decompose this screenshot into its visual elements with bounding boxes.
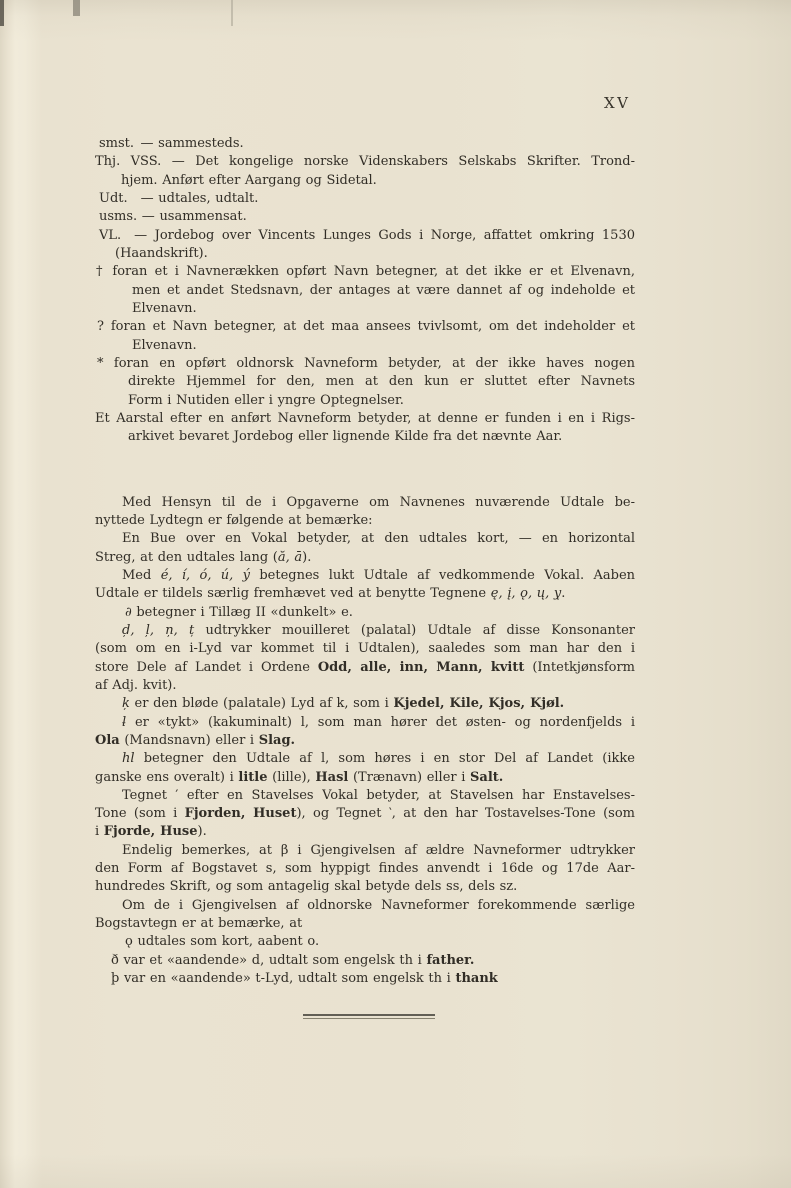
- text-line: [95, 567, 635, 585]
- text-line: [95, 227, 635, 245]
- text-segment: Streg, at den udtales lang (: [95, 549, 278, 565]
- text-segment: betegnes lukt Udtale af vedkommende Vokal. Aaben: [250, 567, 636, 583]
- text-segment: Hasl: [315, 769, 349, 785]
- text-line: [95, 172, 635, 190]
- text-segment: litle: [238, 769, 268, 785]
- text-line: [95, 897, 635, 915]
- text-segment: ).: [197, 824, 207, 840]
- page-number: XV: [604, 94, 631, 112]
- text-line: [95, 428, 635, 446]
- text-segment: af Adj. kvit).: [95, 677, 177, 693]
- text-segment: Form i Nutiden eller i yngre Optegnelser.: [128, 392, 404, 408]
- text-segment: nyttede Lydtegn er følgende at bemærke:: [95, 512, 373, 528]
- text-line: [95, 604, 635, 622]
- text-segment: Med Hensyn til de i Opgaverne om Navnenes nuværende Udtale be-: [122, 494, 635, 510]
- text-segment: udtrykker mouilleret (palatal) Udtale af disse Konsonanter: [194, 622, 635, 638]
- text-line: [95, 805, 635, 823]
- scan-edge-mark: [231, 0, 233, 26]
- text-segment: k̦: [122, 696, 130, 712]
- text-line: [95, 135, 635, 153]
- text-segment: ∂ betegner i Tillæg II «dunkelt» e.: [125, 604, 353, 620]
- text-segment: hjem. Anført efter Aargang og Sidetal.: [121, 172, 377, 188]
- text-segment: Bogstavtegn er at bemærke, at: [95, 916, 303, 932]
- text-line: [95, 970, 635, 988]
- text-line: [95, 318, 635, 336]
- text-line: [95, 695, 635, 713]
- text-segment: i: [95, 824, 104, 840]
- text-line: [95, 787, 635, 805]
- text-segment: ganske ens overalt) i: [95, 769, 239, 785]
- text-line: [95, 732, 635, 750]
- text-segment: En Bue over en Vokal betyder, at den udtales kort, — en horizontal: [122, 531, 635, 547]
- text-segment: er den bløde (palatale) Lyd af k, som i: [129, 696, 394, 712]
- text-segment: Kjedel, Kile, Kjos, Kjøl.: [393, 696, 565, 712]
- text-line: [95, 677, 635, 695]
- text-segment: (Haandskrift).: [115, 245, 208, 261]
- text-segment: (lille),: [267, 769, 316, 785]
- text-segment: Fjorden, Huset: [184, 806, 297, 822]
- text-segment: ǫ udtales som kort, aabent o.: [125, 934, 320, 950]
- text-segment: hundredes Skrift, og som antagelig skal betyde dels ss, dels sz.: [95, 879, 518, 895]
- text-segment: Udtale er tildels særlig fremhævet ved at benytte Tegnene: [95, 586, 491, 602]
- text-line: [95, 245, 635, 263]
- text-segment: thank: [455, 971, 498, 987]
- text-segment: Ola: [95, 732, 120, 748]
- text-line: [95, 640, 635, 658]
- text-segment: ƚ: [122, 714, 127, 730]
- text-segment: Thj. VSS. — Det kongelige norske Videnskabers Selskabs Skrifter. Trond-: [95, 154, 635, 170]
- text-segment: hl: [122, 751, 135, 767]
- text-segment: VL. — Jordebog over Vincents Lunges Gods i Norge, affattet omkring 1530: [99, 227, 635, 243]
- text-line: [95, 585, 635, 603]
- text-segment: arkivet bevaret Jordebog eller lignende Kilde fra det nævnte Aar.: [128, 429, 563, 445]
- text-segment: Fjorde, Huse: [103, 824, 198, 840]
- text-line: [95, 714, 635, 732]
- text-segment: betegner den Udtale af l, som høres i en stor Del af Landet (ikke: [134, 751, 635, 767]
- text-segment: store Dele af Landet i Ordene: [95, 659, 318, 675]
- text-segment: den Form af Bogstavet s, som hyppigt findes anvendt i 16de og 17de Aar-: [95, 861, 635, 877]
- text-segment: .: [561, 586, 566, 602]
- text-segment: ).: [302, 549, 312, 565]
- text-line: [95, 392, 635, 410]
- double-rule-divider: [303, 1014, 435, 1019]
- text-segment: Odd, alle, inn, Mann, kvitt: [317, 659, 525, 675]
- text-line: [95, 530, 635, 548]
- text-segment: Elvenavn.: [132, 337, 197, 353]
- text-line: [95, 355, 635, 373]
- text-segment: (Mandsnavn) eller i: [119, 732, 259, 748]
- text-line: [95, 153, 635, 171]
- text-segment: Et Aarstal efter en anført Navneform betyder, at denne er funden i en i Rigs-: [95, 410, 635, 426]
- text-line: [95, 823, 635, 841]
- text-segment: father.: [426, 952, 475, 968]
- text-segment: Om de i Gjengivelsen af oldnorske Navneformer forekommende særlige: [122, 897, 635, 913]
- text-segment: † foran et i Navnerækken opført Navn betegner, at det ikke er et Elvenavn,: [96, 264, 635, 280]
- text-line: [95, 190, 635, 208]
- text-line: [95, 549, 635, 567]
- text-line: [95, 952, 635, 970]
- text-line: [95, 300, 635, 318]
- text-line: [95, 282, 635, 300]
- text-segment: ð var et «aandende» d, udtalt som engelsk th i: [111, 952, 427, 968]
- text-segment: er «tykt» (kakuminalt) l, som man hører det østen- og nordenfjelds i: [126, 714, 635, 730]
- text-segment: (som om en i-Lyd var kommet til i Udtalen), saaledes som man har den i: [95, 641, 635, 657]
- text-line: [95, 373, 635, 391]
- text-line: [95, 769, 635, 787]
- text-segment: direkte Hjemmel for den, men at den kun er sluttet efter Navnets: [128, 374, 635, 390]
- text-segment: Elvenavn.: [132, 300, 197, 316]
- text-segment: ę, į, ǫ, ų, y̨: [490, 586, 562, 602]
- text-line: [95, 842, 635, 860]
- text-segment: ă, ā: [277, 549, 303, 565]
- text-segment: Slag.: [258, 732, 296, 748]
- text-line: [95, 337, 635, 355]
- text-segment: (Trænavn) eller i: [348, 769, 471, 785]
- text-segment: Endelig bemerkes, at β i Gjengivelsen af ældre Navneformer udtrykker: [122, 842, 635, 858]
- scan-edge-mark: [0, 0, 4, 26]
- text-segment: é, í, ó, ú, ý: [160, 567, 251, 583]
- text-line: [95, 659, 635, 677]
- text-line: [95, 878, 635, 896]
- text-line: [95, 410, 635, 428]
- text-segment: smst. — sammesteds.: [99, 136, 244, 151]
- text-line: [95, 933, 635, 951]
- body-text: [95, 135, 635, 988]
- text-line: [95, 263, 635, 281]
- text-line: [95, 494, 635, 512]
- text-line: [95, 208, 635, 226]
- text-segment: þ var en «aandende» t-Lyd, udtalt som engelsk th i: [111, 971, 456, 987]
- text-segment: (Intetkjønsform: [524, 659, 635, 675]
- text-line: [95, 512, 635, 530]
- text-segment: usms. — usammensat.: [99, 209, 247, 225]
- text-segment: * foran en opført oldnorsk Navneform betyder, at der ikke haves nogen: [97, 355, 635, 371]
- text-segment: men et andet Stedsnavn, der antages at være dannet af og indeholde et: [132, 282, 635, 298]
- text-segment: Udt. — udtales, udtalt.: [99, 190, 259, 206]
- text-line: [95, 915, 635, 933]
- text-segment: Tone (som i: [95, 806, 185, 822]
- text-segment: Salt.: [470, 769, 504, 785]
- text-line: [95, 750, 635, 768]
- text-line: [95, 622, 635, 640]
- text-segment: ? foran et Navn betegner, at det maa ansees tvivlsomt, om det indeholder et: [97, 319, 635, 335]
- text-segment: Med: [122, 567, 161, 583]
- scan-edge-mark: [73, 0, 80, 16]
- text-line: [95, 860, 635, 878]
- text-segment: ), og Tegnet ‵, at den har Tostavelses-Tone (som: [296, 806, 635, 822]
- text-segment: Tegnet ′ efter en Stavelses Vokal betyder, at Stavelsen har Enstavelses-: [122, 787, 635, 803]
- text-segment: d̦, l̦, n̦, ț: [122, 622, 195, 638]
